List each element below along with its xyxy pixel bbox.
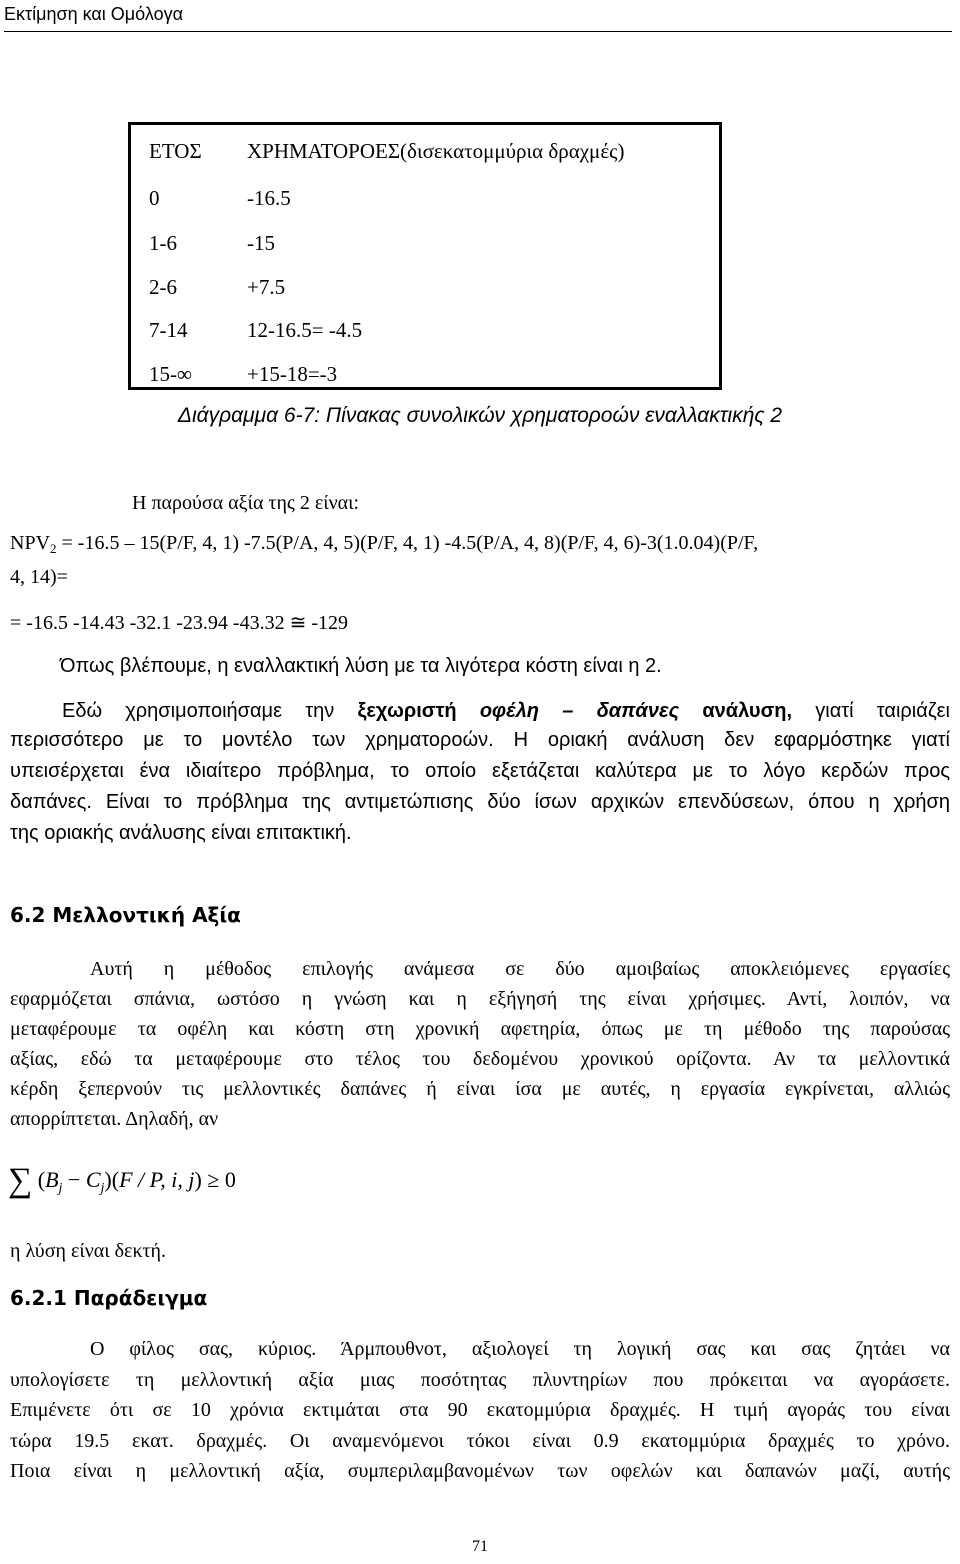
sum-symbol: ∑	[8, 1162, 33, 1199]
paragraph-line: απορρίπτεται. Δηλαδή, αν	[10, 1108, 219, 1130]
paragraph-line: περισσότερο με το μοντέλο των χρηματοροών. Η οριακή ανάλυση δεν εφαρμόστηκε γιατί	[10, 729, 950, 751]
row-cash-flow: -16.5	[247, 186, 291, 210]
formula-conclusion: η λύση είναι δεκτή.	[10, 1240, 167, 1262]
future-value-formula: ∑ $(B_j - C_j)(F / P$, i, j) ≥ 0	[8, 1162, 236, 1199]
npv-label: NPV	[10, 532, 51, 554]
page-header	[0, 0, 960, 34]
paragraph-line: Επιμένετε ότι σε 10 χρόνια εκτιμάται στα 90 εκατομμύρια δραχμές. Η τιμή αγοράς του είναι	[10, 1399, 950, 1421]
section-heading-6-2-1: 6.2.1 Παράδειγμα	[10, 1286, 208, 1310]
paragraph-line: κέρδη ξεπερνούν τις μελλοντικές δαπάνες ή είναι ίσα με αυτές, η εργασία εγκρίνεται, αλλιώς	[10, 1078, 950, 1100]
page-number: 71	[472, 1538, 488, 1555]
row-year: 2-6	[149, 275, 177, 299]
row-year: 1-6	[149, 231, 177, 255]
paragraph-line: αξίας, εδώ τα μεταφέρουμε στο τέλος του δεδομένου χρονικού ορίζοντα. Αν τα μελλοντικά	[10, 1048, 950, 1070]
column-header-cash-flow: ΧΡΗΜΑΤΟΡΟΕΣ(δισεκατομμύρια δραχμές)	[247, 139, 625, 163]
paragraph-line: Εδώ χρησιμοποιήσαμε την ξεχωριστή οφέλη – δαπάνες ανάλυση, γιατί ταιριάζει	[62, 700, 950, 722]
column-header-year: ΕΤΟΣ	[149, 139, 202, 163]
row-cash-flow: 12-16.5= -4.5	[247, 318, 363, 342]
paragraph-line: Ποια είναι η μελλοντική αξία, συμπεριλαμβανομένων των οφελών και δαπανών μαζί, αυτής	[10, 1460, 950, 1482]
row-year: 15-∞	[149, 362, 192, 386]
pv-intro: Η παρούσα αξία της 2 είναι:	[132, 492, 360, 514]
row-cash-flow: -15	[247, 231, 275, 255]
npv-equation	[10, 532, 758, 557]
paragraph-line: Αυτή η μέθοδος επιλογής ανάμεσα σε δύο αμοιβαίως αποκλειόμενες εργασίες	[90, 958, 950, 980]
row-year: 7-14	[149, 318, 188, 342]
row-year: 0	[149, 186, 160, 210]
table-caption: Διάγραμμα 6-7: Πίνακας συνολικών χρηματοροών εναλλακτικής 2	[177, 404, 783, 427]
paragraph-line: υπολογίσετε τη μελλοντική αξία μιας ποσότητας πλυντηρίων που πρόκειται να αγοράσετε.	[10, 1369, 950, 1391]
row-cash-flow: +15-18=-3	[247, 362, 338, 386]
row-cash-flow: +7.5	[247, 275, 286, 299]
conclusion-line: Όπως βλέπουμε, η εναλλακτική λύση με τα λιγότερα κόστη είναι η 2.	[60, 655, 662, 677]
paragraph-line: μεταφέρουμε τα οφέλη και κόστη στη χρονική αφετηρία, όπως με τη μέθοδο της παρούσας	[10, 1018, 950, 1040]
npv-subscript: 2	[50, 541, 57, 556]
header-rule	[4, 31, 952, 32]
section-heading-6-2: 6.2 Μελλοντική Αξία	[10, 903, 241, 927]
paragraph-line: τώρα 19.5 εκατ. δραχμές. Οι αναμενόμενοι τόκοι είναι 0.9 εκατομμύρια δραχμές το χρόνο.	[10, 1430, 950, 1452]
cash-flow-table	[128, 122, 722, 390]
paragraph-line: Ο φίλος σας, κύριος. Άρμπουθνοτ, αξιολογεί τη λογική σας και σας ζητάει να	[90, 1338, 950, 1360]
header-title: Εκτίμηση και Ομόλογα	[4, 4, 183, 24]
paragraph-line: υπεισέρχεται ένα ιδιαίτερο πρόβλημα, το οποίο εξετάζεται καλύτερα με το λόγο κερδών προς	[10, 760, 950, 782]
paragraph-line: της οριακής ανάλυσης είναι επιτακτική.	[10, 822, 352, 844]
npv-result: = -16.5 -14.43 -32.1 -23.94 -43.32 ≅ -129	[10, 612, 348, 634]
npv-equation-cont: 4, 14)=	[10, 566, 68, 588]
paragraph-line: εφαρμόζεται σπάνια, ωστόσο η γνώση και η εξήγησή της είναι χρήσιμες. Αντί, λοιπόν, να	[10, 988, 950, 1010]
npv-expression: = -16.5 – 15(P/F, 4, 1) -7.5(P/A, 4, 5)(P/F, 4, 1) -4.5(P/A, 4, 8)(P/F, 4, 6)-3(1.0.04)(P/F,	[56, 532, 759, 554]
paragraph-line: δαπάνες. Είναι το πρόβλημα της αντιμετώπισης δύο ίσων αρχικών επενδύσεων, όπου η χρήση	[10, 791, 950, 813]
